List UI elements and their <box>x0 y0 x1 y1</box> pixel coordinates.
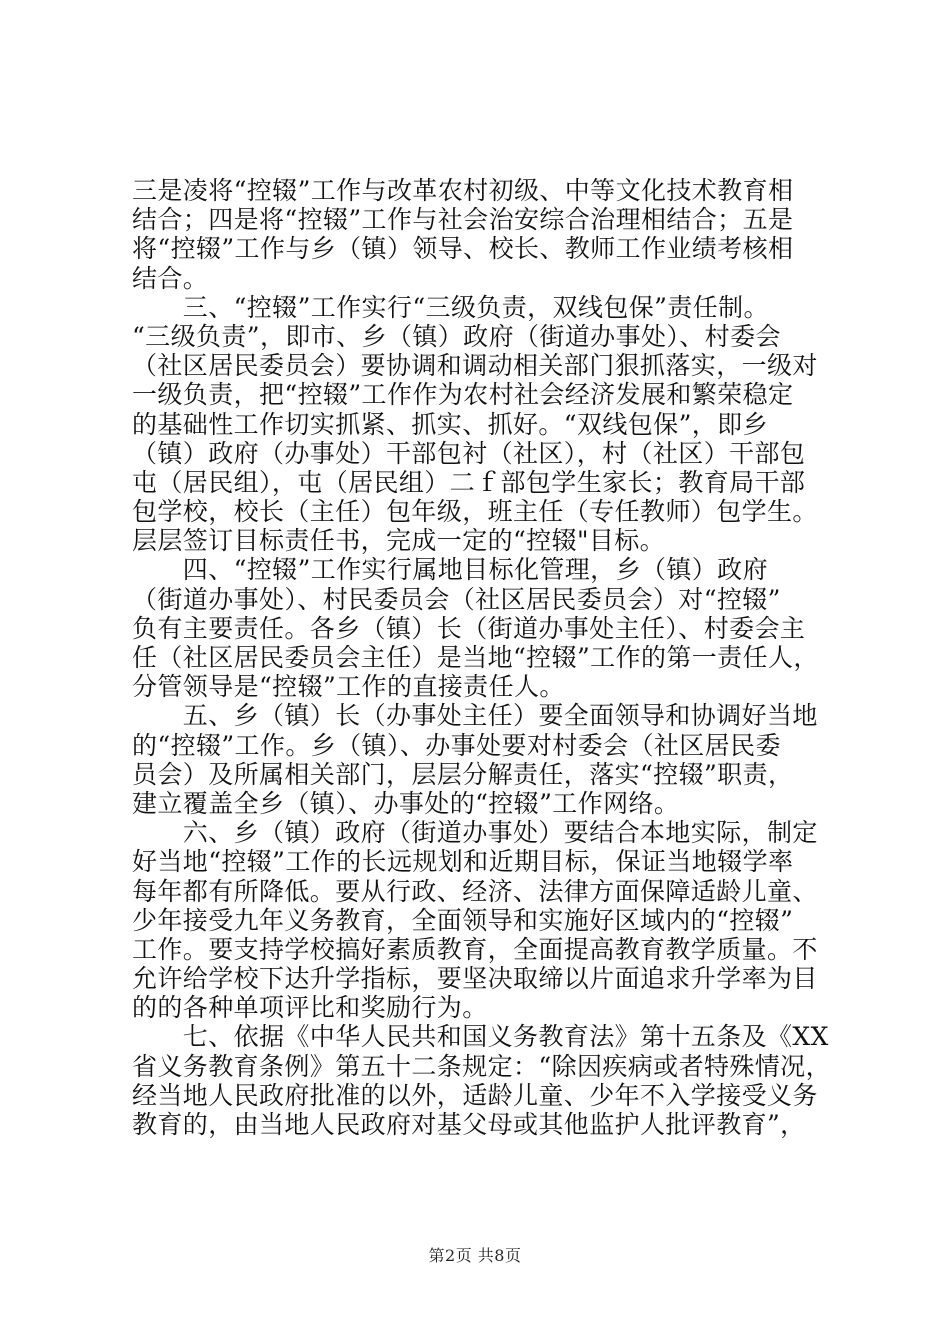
text-line: 一级负责，把“控辍”工作作为农村社会经济发展和繁荣稳定 <box>132 380 794 410</box>
text-line: 经当地人民政府批准的以外，适龄儿童、少年不入学接受义务 <box>132 1080 818 1110</box>
text-line: 分管领导是“控辍”工作的直接责任人。 <box>132 672 565 702</box>
text-line: 负有主要责任。各乡（镇）长（街道办事处主任）、村委会主 <box>132 613 806 643</box>
text-line: 屯（居民组），屯（居民组）二ｆ部包学生家长；教育局干部 <box>132 467 806 497</box>
text-line: 的“控辍”工作。乡（镇）、办事处要对村委会（社区居民委 <box>132 730 781 760</box>
text-line: 六、乡（镇）政府（街道办事处）要结合本地实际，制定 <box>132 818 818 848</box>
text-line: 的基础性工作切实抓紧、抓实、抓好。“双线包保”，即乡 <box>132 409 768 439</box>
text-line: 层层签订目标责任书，完成一定的“控辍"目标。 <box>132 526 666 556</box>
text-line: 省义务教育条例》第五十二条规定：“除因疾病或者特殊情况， <box>132 1051 831 1081</box>
text-line: 三、“控辍”工作实行“三级负责，双线包保”责任制。 <box>132 292 769 322</box>
text-line: 结合；四是将“控辍”工作与社会治安综合治理相结合；五是 <box>132 205 794 235</box>
text-line: （社区居民委员会）要协调和调动相关部门狠抓落实，一级对 <box>132 351 818 381</box>
text-line: 将“控辍”工作与乡（镇）领导、校长、教师工作业绩考核相 <box>132 234 794 264</box>
text-line: 包学校，校长（主任）包年级，班主任（专任教师）包学生。 <box>132 497 818 527</box>
text-line: 工作。要支持学校搞好素质教育，全面提高教育教学质量。不 <box>132 934 818 964</box>
text-line: 四、“控辍”工作实行属地目标化管理，乡（镇）政府 <box>132 555 768 585</box>
text-line: 三是凌将“控辍”工作与改革农村初级、中等文化技术教育相 <box>132 176 794 205</box>
text-line: 好当地“控辍”工作的长远规划和近期目标，保证当地辍学率 <box>132 847 794 877</box>
text-line: 教育的，由当地人民政府对基父母或其他监护人批评教育”， <box>132 1110 806 1139</box>
text-line: 员会）及所属相关部门，层层分解责任，落实“控辍”职责， <box>132 759 794 789</box>
document-body <box>132 176 832 1139</box>
text-line: 结合。 <box>132 263 209 293</box>
text-line: 少年接受九年义务教育，全面领导和实施好区域内的“控辍” <box>132 905 794 935</box>
text-line: 七、依据《中华人民共和国义务教育法》第十五条及《XX <box>132 1022 829 1052</box>
text-line: 五、乡（镇）长（办事处主任）要全面领导和协调好当地 <box>132 701 818 731</box>
text-line: 允许给学校下达升学指标，要坚决取缔以片面追求升学率为目 <box>132 964 818 994</box>
text-line: （镇）政府（办事处）干部包衬（社区），村（社区）干部包 <box>132 438 806 468</box>
text-line: 每年都有所降低。要从行政、经济、法律方面保障适龄儿童、 <box>132 876 818 906</box>
text-line: 建立覆盖全乡（镇）、办事处的“控辍”工作网络。 <box>132 788 680 818</box>
text-line: 任（社区居民委员会主任）是当地“控辍”工作的第一责任人， <box>132 643 819 672</box>
text-line: （街道办事处）、村民委员会（社区居民委员会）对“控辍” <box>132 584 781 614</box>
text-line: 的的各种单项评比和奖励行为。 <box>132 993 488 1023</box>
page-footer: 第2页 共8页 <box>428 1246 522 1265</box>
text-line: “三级负责”，即市、乡（镇）政府（街道办事处）、村委会 <box>132 321 781 351</box>
